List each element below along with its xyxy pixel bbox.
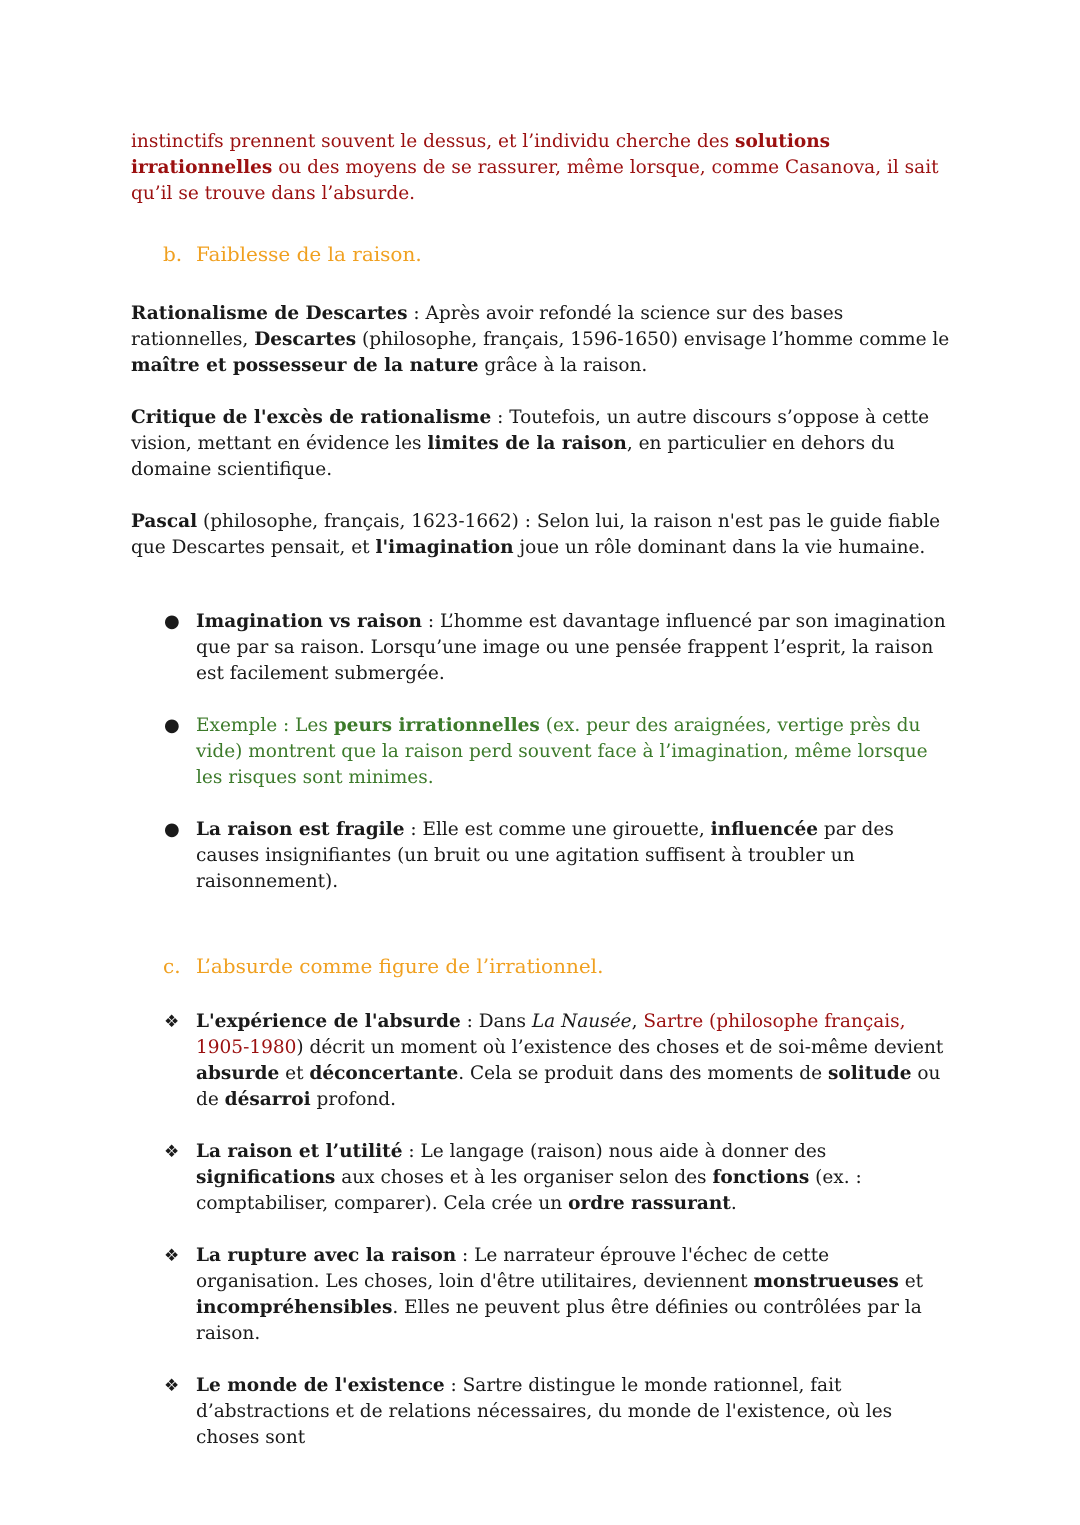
item-text: : Dans <box>460 1011 532 1032</box>
item-text: : L’homme est davantage influencé par son imagination que par sa raison. Lorsqu’une image ou une pensée frappent l’esprit, la raison est facilement submergée. <box>196 611 946 684</box>
list-item <box>131 1243 951 1347</box>
item-bold: peurs irrationnelles <box>333 715 540 736</box>
section-c-heading <box>163 953 951 979</box>
list-item <box>131 1373 951 1451</box>
item-text-5: . Cela se produit dans des moments de <box>458 1063 828 1084</box>
pascal-paragraph <box>131 509 951 561</box>
item-label: Le monde de l'existence <box>196 1375 445 1396</box>
item-bold-2: incompréhensibles <box>196 1297 393 1318</box>
bullet-list-c <box>131 1009 951 1451</box>
author-reference: Sartre (philosophe français, 1905-1980 <box>196 1011 906 1058</box>
item-text: : Sartre distingue le monde rationnel, fait d’abstractions et de relations nécessaires, du monde de l'existence, où les choses sont <box>196 1375 893 1448</box>
descartes-text-3: grâce à la raison. <box>478 355 648 376</box>
bullet-icon: ● <box>164 819 180 840</box>
document-page <box>131 129 951 1451</box>
item-text-3: . Elles ne peuvent plus être définies ou contrôlées par la raison. <box>196 1297 922 1344</box>
item-bold-4: désarroi <box>224 1089 311 1110</box>
list-item <box>131 609 951 687</box>
intro-paragraph <box>131 129 951 207</box>
section-b-heading <box>163 241 951 267</box>
item-text-6: ou de <box>196 1063 941 1110</box>
critique-paragraph <box>131 405 951 483</box>
descartes-text: : Après avoir refondé la science sur des bases rationnelles, <box>131 303 844 350</box>
item-text: : Le narrateur éprouve l'échec de cette organisation. Les choses, loin d'être utilitaires, deviennent <box>196 1245 830 1292</box>
book-title: La Nausée <box>531 1011 632 1032</box>
item-text-2: (ex. peur des araignées, vertige près du vide) montrent que la raison perd souvent face à l’imagination, même lorsque les risques sont minimes. <box>196 715 928 788</box>
descartes-bold-2: maître et possesseur de la nature <box>131 355 479 376</box>
bullet-icon: ● <box>164 715 180 736</box>
item-text-7: profond. <box>310 1089 396 1110</box>
item-text-4: et <box>279 1063 310 1084</box>
list-item <box>131 817 951 895</box>
intro-text-end: ou des moyens de se rassurer, même lorsque, comme Casanova, il sait qu’il se trouve dans l’absurde. <box>131 157 939 204</box>
section-b-letter: b. <box>163 242 183 266</box>
diamond-bullet-icon: ❖ <box>164 1142 180 1162</box>
bullet-list-b <box>131 609 951 895</box>
descartes-label: Rationalisme de Descartes <box>131 303 408 324</box>
descartes-name: Descartes <box>254 329 357 350</box>
pascal-text-2: joue un rôle dominant dans la vie humaine. <box>513 537 926 558</box>
critique-label: Critique de l'excès de rationalisme <box>131 407 492 428</box>
list-item <box>131 1139 951 1217</box>
diamond-bullet-icon: ❖ <box>164 1246 180 1266</box>
item-text-3: ) décrit un moment où l’existence des choses et de soi-même devient <box>296 1037 944 1058</box>
item-label: L'expérience de l'absurde <box>196 1011 461 1032</box>
section-c-title: L’absurde comme figure de l’irrationnel. <box>196 954 604 978</box>
intro-bold: solutions irrationnelles <box>131 131 831 178</box>
critique-bold: limites de la raison <box>427 433 627 454</box>
critique-text-2: , en particulier en dehors du domaine scientifique. <box>131 433 895 480</box>
item-text-3: (ex. : comptabiliser, comparer). Cela crée un <box>196 1167 862 1214</box>
bullet-icon: ● <box>164 611 180 632</box>
item-text: : Le langage (raison) nous aide à donner des <box>402 1141 827 1162</box>
item-label: Imagination vs raison <box>196 611 422 632</box>
item-text: : Elle est comme une girouette, <box>404 819 711 840</box>
pascal-text: (philosophe, français, 1623-1662) : Selon lui, la raison n'est pas le guide fiable que Descartes pensait, et <box>131 511 941 558</box>
diamond-bullet-icon: ❖ <box>164 1012 180 1032</box>
item-text-2: aux choses et à les organiser selon des <box>335 1167 713 1188</box>
item-bold: influencée <box>710 819 819 840</box>
item-bold-3: ordre rassurant <box>568 1193 731 1214</box>
section-c-letter: c. <box>163 954 181 978</box>
item-text-2: et <box>898 1271 924 1292</box>
item-bold: absurde <box>196 1063 280 1084</box>
diamond-bullet-icon: ❖ <box>164 1376 180 1396</box>
descartes-paragraph <box>131 301 951 379</box>
item-bold-2: fonctions <box>712 1167 810 1188</box>
item-text-2: , <box>631 1011 644 1032</box>
section-b-title: Faiblesse de la raison. <box>196 242 422 266</box>
item-label: La rupture avec la raison <box>196 1245 457 1266</box>
critique-text: : Toutefois, un autre discours s’oppose à cette vision, mettant en évidence les <box>131 407 930 454</box>
list-item <box>131 713 951 791</box>
item-bold-2: déconcertante <box>309 1063 459 1084</box>
item-bold-3: solitude <box>827 1063 912 1084</box>
item-bold: monstrueuses <box>753 1271 899 1292</box>
intro-text: instinctifs prennent souvent le dessus, et l’individu cherche des <box>131 131 736 152</box>
item-bold: significations <box>196 1167 336 1188</box>
item-label: La raison et l’utilité <box>196 1141 403 1162</box>
pascal-bold: l'imagination <box>375 537 514 558</box>
item-text-4: . <box>730 1193 737 1214</box>
item-text: Exemple : Les <box>196 715 334 736</box>
descartes-text-2: (philosophe, français, 1596-1650) envisage l’homme comme le <box>356 329 950 350</box>
list-item <box>131 1009 951 1113</box>
item-label: La raison est fragile <box>196 819 405 840</box>
pascal-label: Pascal <box>131 511 198 532</box>
item-text-2: par des causes insignifiantes (un bruit ou une agitation suffisent à troubler un raisonnement). <box>196 819 894 892</box>
